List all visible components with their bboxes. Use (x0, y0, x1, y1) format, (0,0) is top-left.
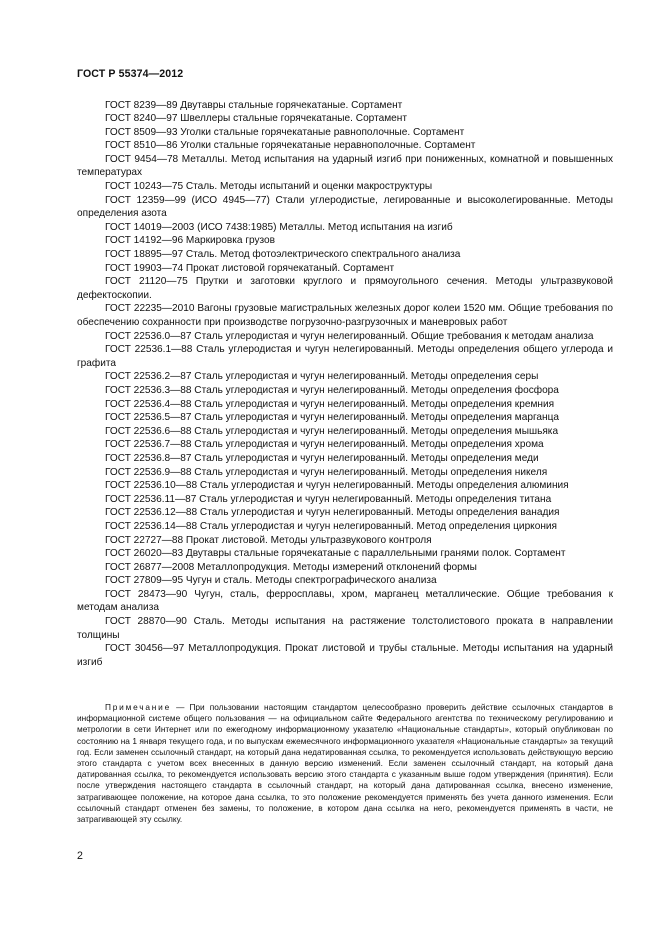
reference-item: ГОСТ 8509—93 Уголки стальные горячекатаные равнополочные. Сортамент (105, 126, 465, 138)
note-label: Примечание (105, 702, 172, 712)
reference-item: ГОСТ 12359—99 (ИСО 4945—77) Стали углеродистые, легированные и высоколегированные. Методы определения азота (77, 194, 613, 220)
reference-item: ГОСТ 22536.9—88 Сталь углеродистая и чугун нелегированный. Методы определения никеля (105, 466, 548, 478)
page-number: 2 (77, 850, 83, 862)
reference-item: ГОСТ 22536.4—88 Сталь углеродистая и чугун нелегированный. Методы определения кремния (105, 398, 555, 410)
reference-item: ГОСТ 28473—90 Чугун, сталь, ферросплавы, хром, марганец металлические. Общие требования к методам анализа (77, 588, 613, 614)
reference-item: ГОСТ 18895—97 Сталь. Метод фотоэлектрического спектрального анализа (105, 249, 461, 261)
reference-item: ГОСТ 8510—86 Уголки стальные горячекатаные неравнополочные. Сортамент (105, 140, 476, 152)
reference-item: ГОСТ 22536.0—87 Сталь углеродистая и чугун нелегированный. Общие требования к методам анализа (105, 330, 594, 342)
reference-list (77, 99, 613, 670)
reference-item: ГОСТ 22536.12—88 Сталь углеродистая и чугун нелегированный. Методы определения ванадия (105, 507, 560, 519)
reference-item: ГОСТ 22235—2010 Вагоны грузовые магистральных железных дорог колеи 1520 мм. Общие требования по обеспечению сохранности при производстве погрузочно-разгрузочных и маневровых работ (77, 303, 613, 328)
reference-item: ГОСТ 22536.11—87 Сталь углеродистая и чугун нелегированный. Методы определения титана (105, 493, 552, 505)
reference-item: ГОСТ 8239—89 Двутавры стальные горячекатаные. Сортамент (105, 99, 403, 111)
note-text: — При пользовании настоящим стандартом целесообразно проверить действие ссылочных стандартов в информационной системе общего пользования — на официальном сайте Федерального агентства по техническому регулированию и метрологии в сети Интернет или по ежегодному информационному указателю «Национальные стандарты», который опубликован по состоянию на 1 января текущего года, и по выпускам ежемесячного информационного указателя «Национальные стандарты» за текущий год. Если заменен ссылочный стандарт, на который дана недатированная ссылка, то рекомендуется использовать действующую версию этого стандарта с учетом всех внесенных в данную версию изменений. Если заменен ссылочный стандарт, на который дана датированная ссылка, то рекомендуется использовать версию этого стандарта с указанным выше годом утверждения (принятия). Если после утверждения настоящего стандарта в ссылочный стандарт, на который дана датированная ссылка, внесено изменение, затрагивающее положение, на которое дана ссылка, то это положение рекомендуется применять без учета данного изменения. Если ссылочный стандарт отменен без замены, то положение, в котором дана ссылка на него, рекомендуется применять в части, не затрагивающей эту ссылку. (77, 702, 613, 825)
reference-item: ГОСТ 19903—74 Прокат листовой горячекатаный. Сортамент (105, 262, 395, 274)
reference-item: ГОСТ 22536.10—88 Сталь углеродистая и чугун нелегированный. Методы определения алюминия (105, 480, 569, 492)
reference-item: ГОСТ 22727—88 Прокат листовой. Методы ультразвукового контроля (105, 534, 432, 546)
reference-item: ГОСТ 22536.6—88 Сталь углеродистая и чугун нелегированный. Методы определения мышьяка (105, 425, 559, 437)
reference-item: ГОСТ 14019—2003 (ИСО 7438:1985) Металлы. Метод испытания на изгиб (105, 221, 453, 233)
reference-item: ГОСТ 28870—90 Сталь. Методы испытания на растяжение толстолистового проката в направлении толщины (77, 616, 613, 641)
reference-item: ГОСТ 26020—83 Двутавры стальные горячекатаные с параллельными гранями полок. Сортамент (105, 548, 566, 560)
reference-item: ГОСТ 22536.7—88 Сталь углеродистая и чугун нелегированный. Методы определения хрома (105, 439, 544, 451)
reference-item: ГОСТ 26877—2008 Металлопродукция. Методы измерений отклонений формы (105, 561, 477, 573)
reference-item: ГОСТ 22536.3—88 Сталь углеродистая и чугун нелегированный. Методы определения фосфора (105, 384, 559, 396)
document-header: ГОСТ Р 55374—2012 (77, 68, 184, 80)
reference-item: ГОСТ 27809—95 Чугун и сталь. Методы спектрографического анализа (105, 575, 437, 587)
reference-item: ГОСТ 22536.8—87 Сталь углеродистая и чугун нелегированный. Методы определения меди (105, 452, 539, 464)
reference-item: ГОСТ 22536.1—88 Сталь углеродистая и чугун нелегированный. Методы определения общего углерода и графита (77, 344, 613, 369)
reference-item: ГОСТ 22536.14—88 Сталь углеродистая и чугун нелегированный. Метод определения циркония (105, 520, 558, 532)
reference-item: ГОСТ 14192—96 Маркировка грузов (105, 235, 276, 247)
reference-item: ГОСТ 22536.2—87 Сталь углеродистая и чугун нелегированный. Методы определения серы (105, 371, 539, 383)
reference-item: ГОСТ 8240—97 Швеллеры стальные горячекатаные. Сортамент (105, 113, 407, 125)
reference-item: ГОСТ 22536.5—87 Сталь углеродистая и чугун нелегированный. Методы определения марганца (105, 412, 560, 424)
reference-item: ГОСТ 10243—75 Сталь. Методы испытаний и оценки макроструктуры (105, 181, 433, 193)
reference-item: ГОСТ 30456—97 Металлопродукция. Прокат листовой и трубы стальные. Методы испытания на ударный изгиб (77, 643, 613, 668)
reference-item: ГОСТ 9454—78 Металлы. Метод испытания на ударный изгиб при пониженных, комнатной и повышенных температурах (77, 153, 613, 179)
note-paragraph (77, 702, 613, 825)
reference-item: ГОСТ 21120—75 Прутки и заготовки круглого и прямоугольного сечения. Методы ультразвуковой дефектоскопии. (77, 276, 613, 301)
